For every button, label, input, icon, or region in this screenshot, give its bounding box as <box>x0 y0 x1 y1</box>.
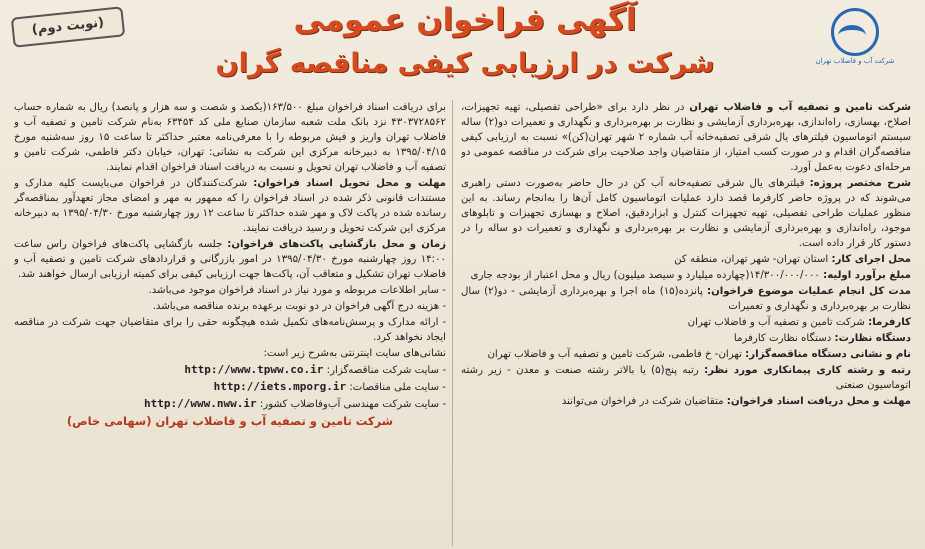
company-logo <box>799 8 911 66</box>
site-link[interactable]: http://www.nww.ir <box>144 397 257 410</box>
duration-label: مدت کل انجام عملیات موضوع فراخوان: <box>707 286 911 297</box>
round-badge: (نوبت دوم) <box>11 6 126 48</box>
summary-paragraph <box>461 176 911 251</box>
docs-label: مهلت و محل دریافت اسناد فراخوان: <box>726 396 911 407</box>
address-text: تهران- خ فاطمی، شرکت تامین و تصفیه آب و فاضلاب تهران <box>487 349 742 360</box>
site-link[interactable]: http://www.tpww.co.ir <box>184 363 324 376</box>
title-line-2: شرکت در ارزیابی کیفی مناقصه گران <box>215 48 715 79</box>
left-column <box>14 100 446 546</box>
opening-text: جلسه بازگشایی پاکت‌های فراخوان راس ساعت ۱۴:۰۰ روز چهارشنبه مورخ ۱۳۹۵/۰۴/۳۰ در امور بازرگانی و قراردادهای شرکت تامین و تصفیه آب و فاضلاب تهران تشکیل و متعاقب آن، پاکت‌ها جهت ارزیابی کیفی برای کمیته ارزیابی ارسال خواهند شد. <box>14 239 446 280</box>
intro-company: شرکت تامین و تصفیه آب و فاضلاب تهران <box>689 102 911 113</box>
duration-paragraph <box>461 284 911 314</box>
summary-label: شرح مختصر پروژه: <box>809 178 911 189</box>
estimate-text: ۱۴/۳۰۰/۰۰۰/۰۰۰(چهارده میلیارد و سیصد میلیون) ریال و محل اعتبار از بودجه جاری <box>470 270 820 281</box>
footer-company: شرکت تامین و تصفیه آب و فاضلاب تهران (سهامی خاص) <box>66 414 394 428</box>
title-line-1: آگهی فراخوان عمومی <box>293 2 637 38</box>
deadline-paragraph <box>14 176 446 236</box>
address-paragraph <box>461 347 911 362</box>
intro-text: در نظر دارد برای «طراحی تفصیلی، تهیه تجهیزات، اصلاح، بهسازی، راه‌اندازی، بهره‌برداری آزمایشی و نظارت بر بهره‌برداری و نگهداری و تعمیرات دو(۲) ساله سیستم اتوماسیون فیلترهای یال شرقی تصفیه‌خانه آب شماره ۲ شهر تهران(کن)» نسبت به ارزیابی کیفی مناقصه‌گران اقدام و در صورت کسب امتیاز، از متقاضیان واجد صلاحیت برای شرکت در مناقصه عمومی دو مرحله‌ای دعوت به‌عمل آورد. <box>461 102 911 173</box>
site-row <box>14 396 446 412</box>
supervisor-text: دستگاه نظارت کارفرما <box>733 333 832 344</box>
grade-text: رتبه پنج(۵) یا بالاتر رشته صنعت و معدن - زیر رشته اتوماسیون صنعتی <box>461 365 911 391</box>
employer-text: شرکت تامین و تصفیه آب و فاضلاب تهران <box>687 317 865 328</box>
site-label: - سایت شرکت مهندسی آب‌وفاضلاب کشور: <box>259 399 446 410</box>
location-text: استان تهران- شهر تهران، منطقه کن <box>674 254 829 265</box>
site-label: - سایت شرکت مناقصه‌گزار: <box>326 365 446 376</box>
site-row <box>14 379 446 395</box>
receive-paragraph: برای دریافت اسناد فراخوان مبلغ ۱۶۳/۵۰۰(یکصد و شصت و سه هزار و پانصد) ریال به شماره حساب ۴۳۰۳۷۲۸۵۶۲ نزد بانک ملت شعبه سازمان صنایع ملی کد ۶۳۴۵۴ به‌نام شرکت تامین و تصفیه آب و فاضلاب تهران واریز و فیش مربوطه را با معرفی‌نامه معتبر حداکثر تا ساعت ۱۵ روز سه‌شنبه مورخ ۱۳۹۵/۰۴/۱۵ به دبیرخانه مرکزی این شرکت به نشانی: تهران، خیابان دکتر فاطمی، شرکت تامین و تصفیه آب و فاضلاب تهران تحویل و نسبت به دریافت اسناد فراخوان اقدام نمایند. <box>14 102 446 173</box>
site-link[interactable]: http://iets.mporg.ir <box>213 380 347 393</box>
site-label: - سایت ملی مناقصات: <box>349 382 446 393</box>
supervisor-label: دستگاه نظارت: <box>834 333 911 344</box>
employer-label: کارفرما: <box>868 317 911 328</box>
address-label: نام و نشانی دستگاه مناقصه‌گزار: <box>745 349 911 360</box>
logo-text: شرکت آب و فاضلاب تهران <box>815 57 895 65</box>
site-row <box>14 362 446 378</box>
bullet-item: - سایر اطلاعات مربوطه و مورد نیاز در اسناد فراخوان موجود می‌باشد. <box>148 285 446 296</box>
water-drop-icon <box>831 8 879 56</box>
right-column <box>461 100 911 546</box>
sites-intro: نشانی‌های سایت اینترنتی به‌شرح زیر است: <box>263 348 446 359</box>
column-divider <box>452 100 453 546</box>
grade-paragraph <box>461 363 911 393</box>
supervisor-paragraph <box>461 331 911 346</box>
bullet-item: - هزینه درج آگهی فراخوان در دو نوبت برعهده برنده مناقصه می‌باشد. <box>152 301 446 312</box>
estimate-label: مبلغ برآورد اولیه: <box>823 270 911 281</box>
location-label: محل اجرای کار: <box>831 254 911 265</box>
opening-label: زمان و محل بازگشایی پاکت‌های فراخوان: <box>227 239 446 250</box>
deadline-text: شرکت‌کنندگان در فراخوان می‌بایست کلیه مدارک و مستندات قانونی ذکر شده در اسناد فراخوان را که ممهور به مهر و امضای مجاز تعهدآور بمناقصه‌گر رسانده شده در پاکت لاک و مهر شده حداکثر تا ساعت ۱۲ روز چهارشنبه مورخ ۱۳۹۵/۰۴/۳۰ به دبیرخانه مرکزی این شرکت تحویل و رسید دریافت نمایند. <box>14 178 446 234</box>
intro-paragraph <box>461 100 911 175</box>
employer-paragraph <box>461 315 911 330</box>
docs-text: متقاضیان شرکت در فراخوان می‌توانند <box>561 396 724 407</box>
duration-text: پانزده(۱۵) ماه اجرا و بهره‌برداری آزمایشی - دو(۲) سال نظارت بر بهره‌برداری و نگهداری و تعمیرات <box>461 286 911 312</box>
docs-paragraph <box>461 394 911 409</box>
deadline-label: مهلت و محل تحویل اسناد فراخوان: <box>253 178 446 189</box>
grade-label: رتبه و رشته کاری پیمانکاری مورد نظر: <box>704 365 911 376</box>
summary-text: فیلترهای یال شرقی تصفیه‌خانه آب کن در حال حاضر به‌صورت دستی راهبری می‌شوند که در پروژه حاضر کارفرما قصد دارد عملیات اتوماسیون کامل آن‌ها را به‌انجام رساند. به این منظور عملیات طراحی تفصیلی، تهیه تجهیزات کنترل و ابزاردقیق، اصلاح و بهسازی تجهیزات و تابلوهای موجود، راه‌اندازی و بهره‌برداری آزمایشی و نظارت بر بهره‌برداری و نگهداری و تعمیرات دو ساله را در دستور کار قرار داده است. <box>461 178 911 249</box>
location-paragraph <box>461 252 911 267</box>
bullet-item: - ارائه مدارک و پرسش‌نامه‌های تکمیل شده هیچگونه حقی را برای متقاضیان جهت شرکت در مناقصه ایجاد نخواهد کرد. <box>14 317 446 343</box>
opening-paragraph <box>14 237 446 282</box>
estimate-paragraph <box>461 268 911 283</box>
